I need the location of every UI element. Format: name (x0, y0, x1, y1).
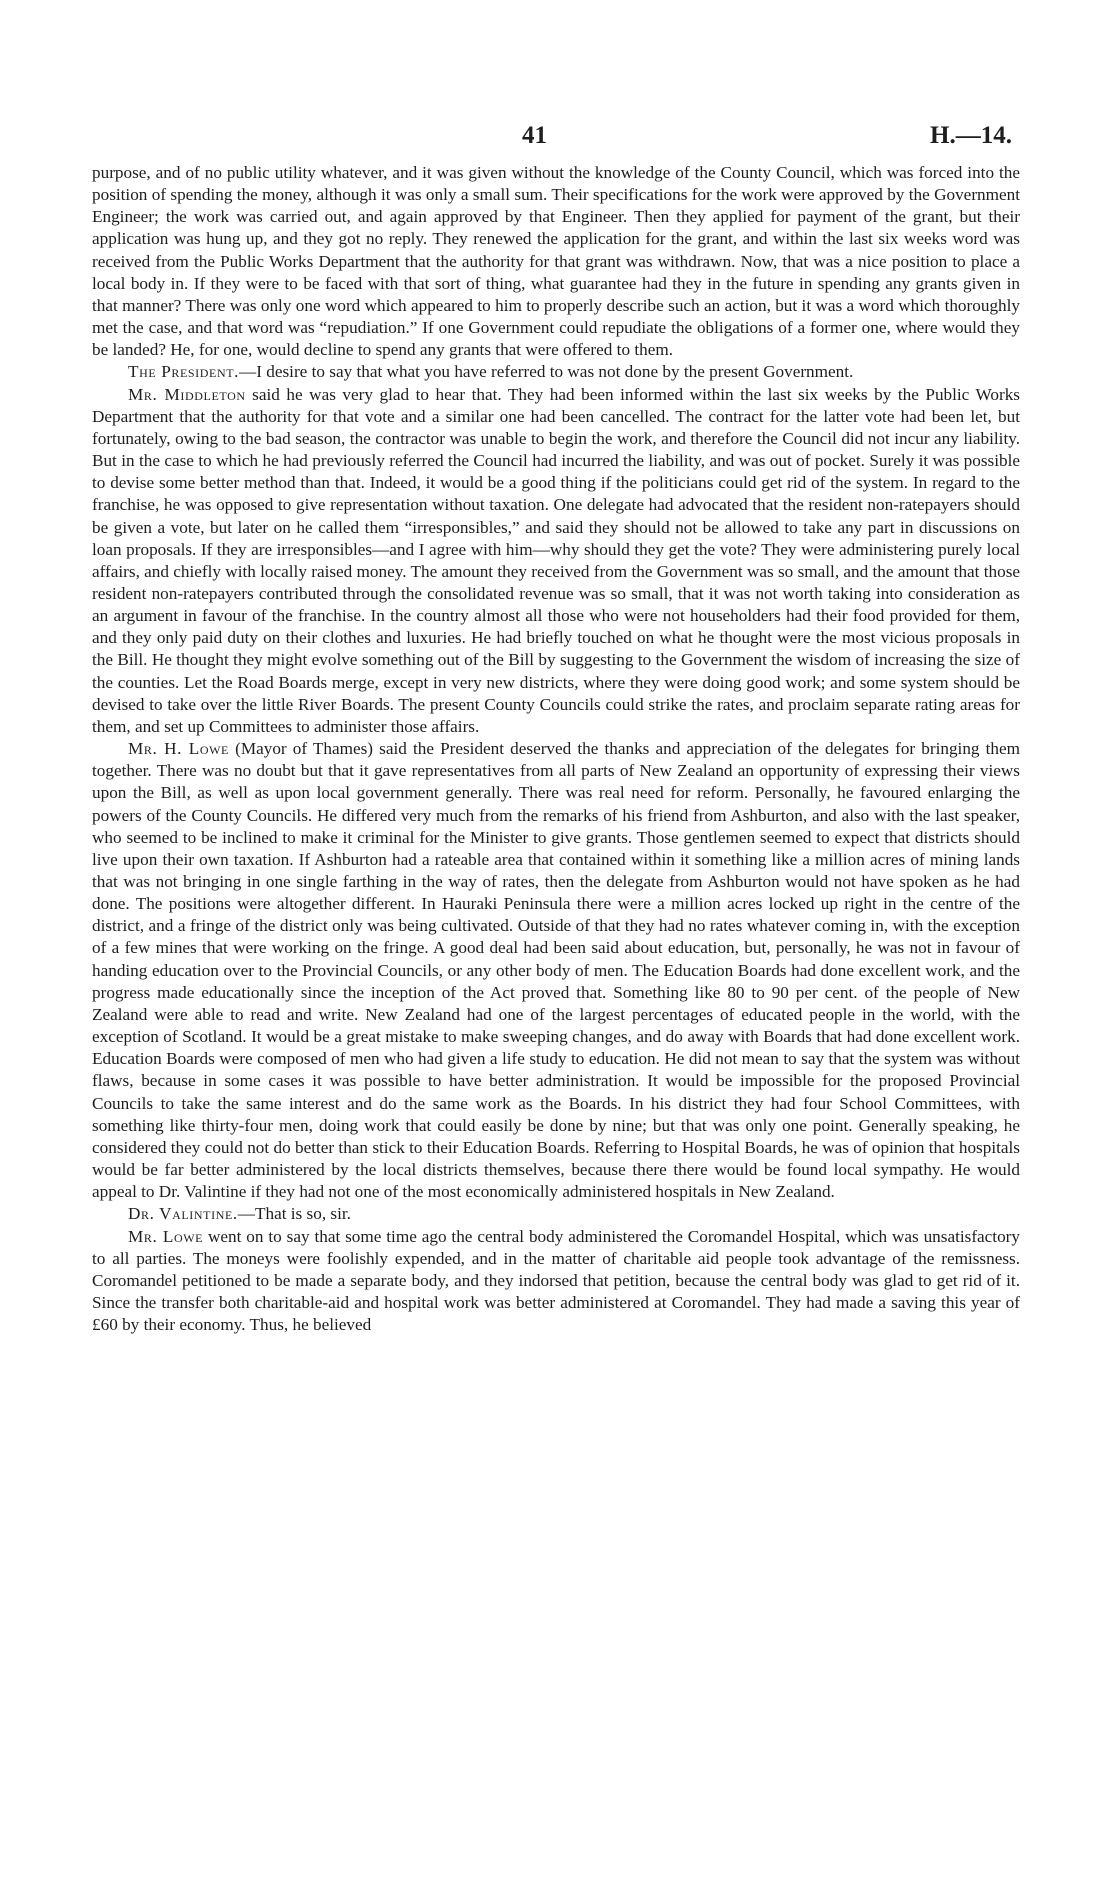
paragraph-text: (Mayor of Thames) said the President deserved the thanks and appreciation of the delegates for bringing them together. There was no doubt but that it gave representatives from all parts of New Zealand an opportunity of expressing their views upon the Bill, as well as upon local government generally. There was real need for reform. Personally, he favoured enlarging the powers of the County Councils. He differed very much from the remarks of his friend from Ashburton, and also with the last speaker, who seemed to be inclined to make it criminal for the Minister to give grants. Those gentlemen seemed to expect that districts should live upon their own taxation. If Ashburton had a rateable area that contained within it something like a million acres of mining lands that was not bringing in one single farthing in the way of rates, then the delegate from Ashburton would not have spoken as he had done. The positions were altogether different. In Hauraki Peninsula there were a million acres locked up right in the centre of the district, and a fringe of the district only was being cultivated. Outside of that they had no rates whatever coming in, with the exception of a few mines that were working on the fringe. A good deal had been said about education, but, personally, he was not in favour of handing education over to the Provincial Councils, or any other body of men. The Education Boards had done excellent work, and the progress made educationally since the inception of the Act proved that. Something like 80 to 90 per cent. of the people of New Zealand were able to read and write. New Zealand had one of the largest percentages of educated people in the world, with the exception of Scotland. It would be a great mistake to make sweeping changes, and do away with Boards that had done excellent work. Education Boards were composed of men who had given a life study to education. He did not mean to say that the system was without flaws, because in some cases it was possible to have better administration. It would be impossible for the proposed Provincial Councils to take the same interest and do the same work as the Boards. In his district they had four School Committees, with something like thirty-four men, doing work that could easily be done by nine; but that was only one point. Generally speaking, he considered they could not do better than stick to their Education Boards. Referring to Hospital Boards, he was of opinion that hospitals would be far better administered by the local districts themselves, because there there would be found local sympathy. He would appeal to Dr. Valintine if they had not one of the most economically administered hospitals in New Zealand. (92, 739, 1020, 1202)
page-header (92, 112, 1020, 162)
page-number: 41 (522, 122, 547, 149)
paragraph-lowe (92, 738, 1020, 1203)
paragraph-valintine (92, 1203, 1020, 1225)
paragraph-text: went on to say that some time ago the central body administered the Coromandel Hospital, which was unsatisfactory to all parties. The moneys were foolishly expended, and in the matter of charitable aid people took advantage of the remissness. Coromandel petitioned to be made a separate body, and they indorsed that petition, because the central body was glad to get rid of it. Since the transfer both charitable-aid and hospital work was better administered at Coromandel. They had made a saving this year of £60 by their economy. Thus, he believed (92, 1226, 1020, 1335)
document-page (92, 112, 1020, 1336)
speaker-name: Mr. Middleton (128, 384, 246, 404)
paragraph-text: purpose, and of no public utility whatever, and it was given without the knowledge of the County Council, which was forced into the position of spending the money, although it was only a small sum. Their specifications for the work were approved by the Government Engineer; the work was carried out, and again approved by that Engineer. Then they applied for payment of the grant, but their application was hung up, and they got no reply. They renewed the application for the grant, and within the last six weeks word was received from the Public Works Department that the authority for that grant was withdrawn. Now, that was a nice position to place a local body in. If they were to be faced with that sort of thing, what guarantee had they in the future in spending any grants given in that manner? There was only one word which appeared to him to properly describe such an action, but it was a word which thoroughly met the case, and that word was “repudiation.” If one Government could repudiate the obligations of a former one, where would they be landed? He, for one, would decline to spend any grants that were offered to them. (92, 163, 1020, 360)
speaker-name: Dr. Valintine. (128, 1204, 238, 1224)
paragraph-continued (92, 162, 1020, 361)
speaker-name: The President. (128, 362, 240, 382)
body-text (92, 162, 1020, 1336)
document-reference: H.—14. (930, 122, 1012, 149)
speaker-name: Mr. Lowe (128, 1226, 204, 1246)
speaker-name: Mr. H. Lowe (128, 739, 229, 759)
paragraph-text: —That is so, sir. (237, 1204, 351, 1224)
paragraph-text: —I desire to say that what you have referred to was not done by the present Government. (239, 362, 854, 382)
paragraph-text: said he was very glad to hear that. They had been informed within the last six weeks by the Public Works Department that the authority for that vote and a similar one had been cancelled. The contract for the latter vote had been let, but fortunately, owing to the bad season, the contractor was unable to begin the work, and therefore the Council did not incur any liability. But in the case to which he had previously referred the Council had incurred the liability, and was out of pocket. Surely it was possible to devise some better method than that. Indeed, it would be a good thing if the politicians could get rid of the system. In regard to the franchise, he was opposed to give representation without taxation. One delegate had advocated that the resident non-ratepayers should be given a vote, but later on he called them “irresponsibles,” and said they should not be allowed to take any part in discussions on loan proposals. If they are irresponsibles—and I agree with him—why should they get the vote? They were administering purely local affairs, and chiefly with locally raised money. The amount they received from the Government was so small, and the amount that those resident non-ratepayers contributed through the consolidated revenue was so small, that it was not worth taking into consideration as an argument in favour of the franchise. In the country almost all those who were not householders had their food provided for them, and they only paid duty on their clothes and luxuries. He had briefly touched on what he thought were the most vicious proposals in the Bill. He thought they might evolve something out of the Bill by suggesting to the Government the wisdom of increasing the size of the counties. Let the Road Boards merge, except in very new districts, where they were doing good work; and some system should be devised to take over the little River Boards. The present County Councils could strike the rates, and proclaim separate rating areas for them, and set up Committees to administer those affairs. (92, 384, 1021, 736)
paragraph-middleton (92, 384, 1020, 739)
paragraph-lowe-continued (92, 1226, 1020, 1337)
paragraph-president (92, 361, 1020, 383)
